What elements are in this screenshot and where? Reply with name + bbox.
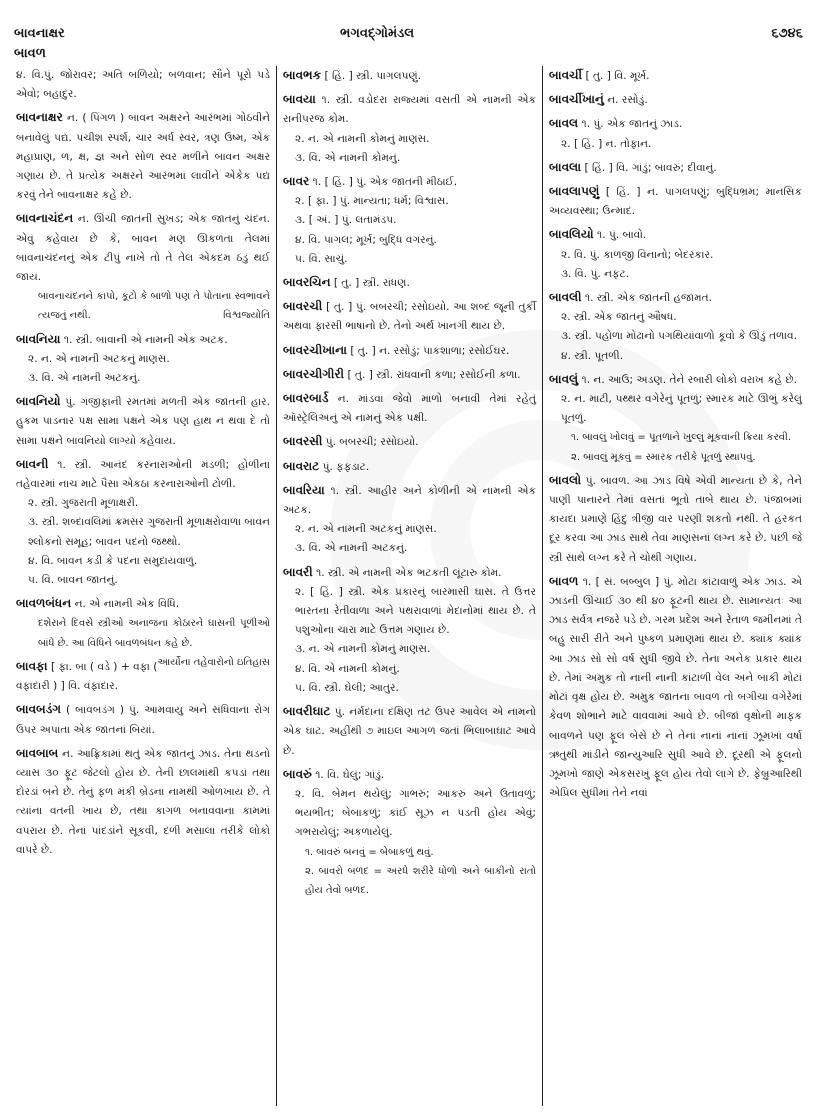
entry-headword: બાવરું <box>283 766 312 781</box>
page-header <box>0 22 825 62</box>
entry-definition <box>283 457 536 477</box>
entry-definition <box>283 389 536 428</box>
dictionary-entry <box>283 457 536 477</box>
entry-subsense: ૫. વિ. સ્ત્રી. ઘેલી; આતુર. <box>295 681 399 694</box>
entry-subsense: ૫. વિ. સાચું. <box>295 252 348 265</box>
page-number: ૬૭૪૬ <box>771 26 803 41</box>
entry-idiom: ૨. બાવરો બળદ = અરધે શરીરે ધોળો અને બાકીનો રાતો હોય તેવો બળદ. <box>305 865 536 896</box>
entry-text: [ ફા. બા ( વડે ) + વફા ( વફાદારી ) ] વિ. વફાદાર. <box>16 660 158 693</box>
dictionary-entry <box>549 158 802 178</box>
entry-headword: બાવભક <box>283 68 322 82</box>
entry-headword: બાવલિયો <box>549 227 594 242</box>
entry-definition <box>549 370 802 390</box>
entry-definition <box>549 572 802 803</box>
entry-text: ન. માંડવા જેવો માળો બનાવી તેમાં રહેતું ઑસ્ટ્રેલિઅનું એ નામનું એક પક્ષી. <box>283 393 537 425</box>
entry-text: ( બાવબડંગ ) પું. આમવાયુ અને સંધિવાના રોગ ઉપર અપાતા એક જાતનાં બિયાં. <box>16 704 271 736</box>
entry-headword: બાવરચી <box>283 299 323 314</box>
entry-definition <box>549 182 802 221</box>
dictionary-entry <box>283 172 536 269</box>
entry-definition <box>283 432 536 452</box>
running-title: ભગવદ્ગોમંડલ <box>340 26 415 41</box>
dictionary-entry <box>549 90 802 110</box>
dictionary-entry <box>283 273 536 293</box>
entry-definition <box>549 90 802 110</box>
entry-headword: બાવયા <box>283 92 316 107</box>
entry-text: ૧. ન. આઉ; અડણ. તેને રબારી લોકો વરાખ કહે છે. <box>581 373 798 386</box>
entry-text: [ તુ. ] સ્ત્રી. રાંધવાની કળા; રસોઈની કળા. <box>347 368 521 381</box>
quotation-source: વિશ્વજ્યોતિ <box>223 310 270 322</box>
entry-subsense: ૨. ન. એ નામની અટકનું માણસ. <box>295 523 437 536</box>
entry-text: પું. ફફડાટ. <box>322 460 370 473</box>
entry-definition <box>16 744 270 860</box>
entry-headword: બાવલા <box>549 159 582 174</box>
dictionary-entry <box>16 744 270 860</box>
entry-definition <box>283 66 536 86</box>
entry-subsense: ૨. સ્ત્રી. ગુજરાતી મૂળાક્ષરી. <box>28 497 139 510</box>
entry-headword: બાવની <box>16 456 49 471</box>
entry-quotation <box>16 287 270 325</box>
entry-definition <box>16 594 270 614</box>
quotation-text: બાવનાચંદનને કાપો, કૂટો કે બાળો પણ તે પોતાના સ્વભાવને ત્યજતું નથી. <box>38 291 270 322</box>
dictionary-entry <box>283 702 536 761</box>
entry-subsense: ૨. ન. એ નામની અટકનું માણસ. <box>28 352 170 365</box>
guide-word-last: બાવળ <box>14 46 46 61</box>
entry-text: ન. આફ્રિકામાં થતું એક જાતનું ઝાડ. તેના થડનો વ્યાસ ૩૦ ફૂટ જેટલો હોય છે. તેની છાલમાંથી કપડાં તથા દોરડાં બને છે. તેનું ફળ મંકી બ્રેડના નામથી ઓળખાય છે. તે ત્યાંના વતની ખાય છે, તથા કાગળ બનાવવાના કામમાં વપરાય છે. તેનાં પાંદડાંને સૂકવી, દળી મસાલા તરીકે લોકો વાપરે છે. <box>16 747 270 856</box>
column-1 <box>10 66 276 1106</box>
dictionary-entry <box>283 66 536 86</box>
entry-subsense: ૨. [ ફા. ] પું. માન્યતા; ધર્મ; વિશ્વાસ. <box>295 195 449 208</box>
entry-text: પું. બાવળ. આ ઝાડ વિષે એવી માન્યતા છે કે, તેને પાણી પાનારને તેમાં વસતાં ભૂતો તાબે થાય છે. પંજાબમાં કાયદા પ્રમાણે હિંદુ ત્રીજી વાર પરણી શકતો નથી. તે હરકત દૂર કરવા આ ઝાડ સાથે તેવા માણસનાં લગ્ન કરે છે. પછી જે સ્ત્રી સાથે લગ્ન કરે તે ચોથી ગણાય. <box>549 474 802 564</box>
entry-definition <box>283 563 536 583</box>
dictionary-entry <box>549 288 802 366</box>
entry-text: ન. ઊંચી જાતની સુખડ; એક જાતનું ચંદન. એવું કહેવાય છે કે, બાવન મણ ઊકળતા તેલમાં બાવનાચંદનનું એક ટીપું નાખે તો તે તેલ એકદમ ઠંડું થઈ જાય. <box>16 213 270 284</box>
entry-headword: બાવલું <box>549 371 579 386</box>
entry-text: ન. રસોડું. <box>607 94 648 107</box>
entry-subsense: ૪. સ્ત્રી. પૂતળી. <box>561 349 624 362</box>
dictionary-entry <box>549 66 802 86</box>
entry-headword: બાવરચિન <box>283 275 331 290</box>
dictionary-entry <box>549 182 802 221</box>
entry-headword: બાવરિયા <box>283 482 325 497</box>
entry-subsense: ૩. [ અં. ] પું. લતામંડપ. <box>295 214 397 227</box>
entry-definition <box>16 66 270 104</box>
entry-idiom: ૧. બાવરું બનવું = બેબાકળું થવું. <box>305 846 434 858</box>
entry-subsense: ૩. સ્ત્રી. પહોળા મોઢાનો પગથિયાંવાળો કૂવો કે ઊંડું તળાવ. <box>561 330 797 343</box>
entry-subsense: ૩. સ્ત્રી. શબ્દાવલિમાં ક્રમસર ગુજરાતી મૂળાક્ષરોવાળા બાવન શ્લોકનો સમૂહ; બાવન પદનો જથ્થો. <box>28 516 270 548</box>
column-2 <box>276 66 542 1106</box>
entry-text: ૧. સ્ત્રી. બાવાની એ નામની એક અટક. <box>63 333 228 346</box>
entry-text: ૧. [ સં. બબ્બુલ ] પું. મોટા કાંટાવાળું એક ઝાડ. એ ઝાડની ઊંચાઈ ૩૦ થી ૪૦ ફૂટની થાય છે. સામાન્યતઃ આ ઝાડ સર્વત્ર નજરે પડે છે. ગરમ પ્રદેશ અને રેતાળ જમીનમાં તે બહુ સારી રીતે અને પુષ્કળ પ્રમાણમાં થાય છે. ક્યાંક ક્યાંક આ ઝાડ સો સો વર્ષ સુધી જીવે છે. તેના અનેક પ્રકાર થાય છે. તેમાં અમુક તો નાની નાની કાંટાળી વેલ અને બાકી મોટાં મોટાં વૃક્ષ હોય છે. અમુક જાતના બાવળ તો બગીચા વગેરેમાં કેવળ શોભાને માટે વાવવામાં આવે છે. બીજાં વૃક્ષોની માફક બાવળને પણ ફૂલ બેસે છે ને તેનાં નાનાં નાનાં ઝૂમખાં વર્ષા ઋતુથી માંડીને જાન્યુઆરિ સુધી આવે છે. દૂરથી એ ફૂલનો ઝૂમખો જાણે એકસરખું ફૂલ હોય તેવો લાગે છે. ફેબ્રુઆરિથી એપ્રિલ સુધીમાં તેને નવાં <box>549 575 803 800</box>
entry-text: [ તુ. ] સ્ત્રી. રાંધણ. <box>333 277 410 290</box>
entry-definition <box>549 66 802 86</box>
entry-text: ન. ( પિંગળ ) બાવન અક્ષરને આરંભમાં ગોઠવીને બનાવેલું પદ્ય. પચીશ સ્પર્શ, ચાર અર્ધ સ્વર, ત્રણ ઉષ્મ, એક મહાપ્રાણ, ળ, ક્ષ, જ્ઞ અને સોળ સ્વર મળીને બાવન અક્ષર ગણાય છે. તે પ્રત્યેક અક્ષરને આરંભમાં લાવીને એકેક પદ્ય કરવું તેને બાવનાક્ષર કહે છે. <box>16 112 270 202</box>
entry-definition <box>549 288 802 308</box>
entry-text: [ તુ. ] પું. બબરચી; રસોઇયો. આ શબ્દ જૂની તુર્કી અથવા ફારસી ભાષાનો છે. તેનો અર્થ ખાનગી થાય છે. <box>283 301 536 333</box>
dictionary-entry <box>16 108 270 205</box>
dictionary-entry <box>283 90 536 168</box>
entry-text: પું. ગંજીફાની રમતમાં મળતી એક જાતની હાર. હુકમ પાડનાર પક્ષ સામા પક્ષને એક પણ હાથ ન થવા દે તો સામા પક્ષને બાવનિયો લાગ્યો કહેવાય. <box>16 396 270 447</box>
entry-definition <box>16 700 270 739</box>
entry-headword: બાવબાબ <box>16 745 59 760</box>
entry-text: ૧. સ્ત્રી. આનંદ કરનારાઓની મંડળી; હોળીના તહેવારમાં નાચ માટે પૈસા એકઠા કરનારાઓની ટોળી. <box>16 458 270 491</box>
entry-subsense: ૨. વિ. બેમન થયેલું; ગાભરું; આકરું અને ઉતાવળું; ભયભીત; બેબાકળું; કાંઈ સૂઝ ન પડતી હોય એવું; ગભરાયેલું; અકળાયેલું. <box>295 787 536 839</box>
entry-text: ૧. સ્ત્રી. આહીર અને કોળીની એ નામની એક અટક. <box>283 484 536 517</box>
entry-text: [ હિં. ] સ્ત્રી. પાગલપણું. <box>324 70 422 82</box>
column-3 <box>542 66 808 1106</box>
guide-word-first: બાવનાક્ષર <box>14 26 65 41</box>
entry-definition <box>16 108 270 205</box>
dictionary-entry <box>549 370 802 467</box>
entry-headword: બાવરચીખાના <box>283 342 347 357</box>
entry-definition <box>549 471 802 568</box>
entry-text: ૧. પું. એક જાતનું ઝાડ. <box>581 118 683 131</box>
entry-idiom: ૧. બાવલું ખોલવું = પૂતળાને ખુલ્લું મૂકવાની ક્રિયા કરવી. <box>571 432 792 444</box>
dictionary-entry <box>16 392 270 451</box>
entry-subsense: ૪. વિ. એ નામની કોમનું. <box>295 662 400 675</box>
entry-headword: બાવરસી <box>283 434 323 449</box>
entry-subsense: ૨. [ હિં. ] ન. તોફાન. <box>561 137 652 150</box>
entry-text: ૧. [ હિં. ] પું. એક જાતની મીઠાઈ. <box>312 176 458 189</box>
entry-text: ૧. સ્ત્રી. વડોદરા રાજ્યમાં વસતી એ નામની એક રાનીપરજ કોમ. <box>283 94 536 126</box>
entry-headword: બાવળબંધન <box>16 596 72 611</box>
entry-definition <box>283 365 536 385</box>
entry-subsense: ૪. વિ. બાવન કડી કે પદના સમુદાયવાળું. <box>28 554 198 567</box>
dictionary-entry <box>16 455 270 590</box>
entry-text: ૧. સ્ત્રી. એક જાતની હજામત. <box>584 292 712 305</box>
entry-definition <box>16 330 270 350</box>
entry-subsense: ૪. વિ. પાગલ; મૂર્ખ; બુદ્ધિ વગરનું. <box>295 233 437 246</box>
entry-text: ૪. વિ.પું. જોરાવર; અતિ બળિયો; બળવાન; સૌને પૂરો પડે એવો; બહાદુર. <box>16 69 270 101</box>
dictionary-entry <box>283 297 536 336</box>
entry-headword: બાવનિયો <box>16 394 61 409</box>
dictionary-columns <box>10 66 818 1106</box>
quotation-source: આર્યોના તહેવારોનો ઇતિહાસ <box>157 656 270 668</box>
entry-definition <box>283 702 536 761</box>
entry-text: ૧. વિ. ઘેલું; ગાંડું. <box>315 768 385 781</box>
entry-headword: બાવળ <box>549 573 579 588</box>
entry-definition <box>16 392 270 451</box>
entry-headword: બાવફા <box>16 658 48 673</box>
entry-headword: બાવર <box>283 174 310 189</box>
entry-text: ૧. સ્ત્રી. એ નામની એક ભટકતી લૂંટારુ કોમ. <box>316 566 502 579</box>
entry-headword: બાવલો <box>549 472 582 487</box>
entry-text: પું. નર્મદાના દક્ષિણ તટ ઉપર આવેલ એ નામનો એક ઘાટ. અહીંથી ૭ માઇલ આગળ જતાં ભિલાબાઘાટ આવે છે. <box>283 706 536 757</box>
entry-definition <box>283 90 536 129</box>
entry-subsense: ૩. વિ. એ નામની અટકનું. <box>295 542 408 555</box>
entry-text: [ તુ. ] ન. રસોડું; પાકશાળા; રસોઈઘર. <box>350 344 510 357</box>
dictionary-entry <box>16 330 270 389</box>
dictionary-entry <box>549 572 802 803</box>
dictionary-entry <box>549 225 802 284</box>
entry-definition <box>549 158 802 178</box>
entry-headword: બાવરી <box>283 564 313 579</box>
entry-definition <box>283 481 536 520</box>
entry-headword: બાવબડંગ <box>16 702 62 717</box>
entry-subsense: ૩. વિ. એ નામની કોમનું. <box>295 151 401 164</box>
entry-definition <box>283 273 536 293</box>
dictionary-entry <box>283 563 536 698</box>
entry-subsense: ૨. [ હિં. ] સ્ત્રી. એક પ્રકારનું બારમાસી ઘાસ. તે ઉત્તર ભારતના રેતીવાળા અને પથરાવાળાં મેદાનોમાં થાય છે. તે પશુઓના ચારા માટે ઉત્તમ ગણાય છે. <box>295 585 536 637</box>
dictionary-entry <box>283 765 536 900</box>
dictionary-entry <box>283 432 536 452</box>
dictionary-entry <box>16 209 270 325</box>
entry-idiom: ૨. બાવલું મૂકવું = સ્મારક તરીકે પૂતળું સ્થાપવું. <box>571 451 756 463</box>
entry-headword: બાવલાપણું <box>549 184 600 199</box>
entry-subsense: ૨. ન. માટી, પથ્થર વગેરેનું પૂતળું; સ્મારક માટે ઊભું કરેલું પૂતળું. <box>561 393 802 425</box>
entry-definition <box>283 765 536 785</box>
entry-definition <box>16 209 270 287</box>
entry-subsense: ૨. વિ. પું. કાળજી વિનાનો; બેદરકાર. <box>561 248 714 261</box>
entry-subsense: ૩. વિ. એ નામની અટકનું. <box>28 372 141 385</box>
dictionary-entry <box>549 114 802 153</box>
entry-subsense: ૩. ન. એ નામની કોમનું માણસ. <box>295 643 431 656</box>
entry-text: પું. બબરચી; રસોઇયો. <box>325 436 419 449</box>
entry-headword: બાવનિયા <box>16 331 61 346</box>
quotation-text: દશેરાને દિવસે સ્ત્રીઓ અનાજના કોઠારને ઘાસની પૂળીઓ બાંધે છે. આ વિધિને બાવળબંધન કહે છે. <box>38 618 270 649</box>
entry-headword: બાવનાચંદન <box>16 211 74 226</box>
entry-headword: બાવલ <box>549 116 579 131</box>
entry-subsense: ૩. વિ. પું. નફટ. <box>561 267 630 280</box>
dictionary-entry <box>16 66 270 104</box>
entry-headword: બાવર્ચીખાનું <box>549 92 604 107</box>
entry-definition <box>283 341 536 361</box>
entry-subsense: ૨. ન. એ નામની કોમનું માણસ. <box>295 132 430 145</box>
entry-definition <box>283 297 536 336</box>
entry-headword: બાવરચીગીરી <box>283 366 345 381</box>
entry-subsense: ૨. સ્ત્રી. એક જાતનું ઔષધ. <box>561 311 677 324</box>
entry-definition <box>549 225 802 245</box>
entry-headword: બાવર્ચી <box>549 68 583 82</box>
dictionary-entry <box>16 700 270 739</box>
dictionary-entry <box>283 481 536 559</box>
entry-headword: બાવરાટ <box>283 458 320 473</box>
entry-headword: બાવરબાર્ડ <box>283 391 329 406</box>
dictionary-entry <box>283 341 536 361</box>
entry-definition <box>283 172 536 192</box>
entry-text: ૧. પું. બાવો. <box>597 229 647 242</box>
entry-definition <box>549 114 802 134</box>
entry-headword: બાવનાક્ષર <box>16 110 63 125</box>
entry-definition <box>16 455 270 494</box>
entry-text: ન. એ નામની એક વિધિ. <box>74 598 180 611</box>
entry-headword: બાવરીઘાટ <box>283 704 331 719</box>
dictionary-entry <box>283 389 536 428</box>
dictionary-entry <box>283 365 536 385</box>
entry-subsense: ૫. વિ. બાવન જાતનું. <box>28 574 118 587</box>
entry-text: [ હિં. ] વિ. ગાંડું; બાવરું; દીવાનું. <box>584 161 717 174</box>
entry-headword: બાવલી <box>549 290 582 305</box>
entry-text: [ હિં. ] ન. પાગલપણું; બુદ્ધિભ્રમ; માનસિક અવ્યવસ્થા; ઉન્માદ. <box>549 186 802 218</box>
dictionary-entry <box>549 471 802 568</box>
entry-text: [ તુ. ] વિ. મૂર્ખ. <box>585 70 650 82</box>
